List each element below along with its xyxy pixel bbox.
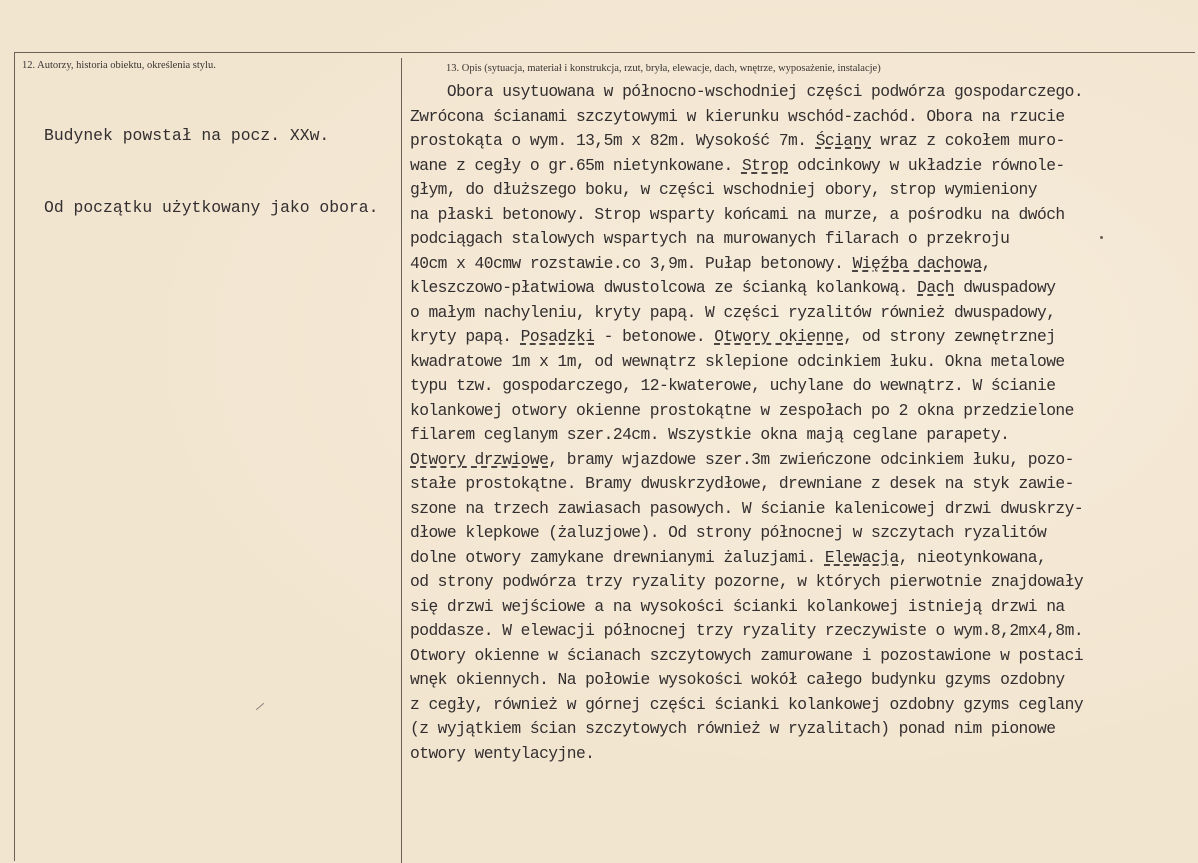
history-line: Od początku użytkowany jako obora. [44,198,379,217]
description-line [410,203,1190,228]
text-run: , od strony zewnętrznej [843,327,1056,346]
text-run: odcinkowy w układzie równole- [788,155,1065,175]
description-line [410,693,1190,718]
description-line [410,595,1190,620]
description-line [410,423,1190,448]
text-run: na płaski betonowy. Strop wsparty końcami na murze, a pośrodku na dwóch [410,204,1065,224]
description-line [410,742,1190,767]
underlined-term: Otwory drzwiowe [410,449,549,469]
description-line [410,570,1190,595]
text-run: wnęk okiennych. Na połowie wysokości wokół całego budynku gzyms ozdobny [410,670,1065,689]
description-line [410,546,1190,571]
history-line: Budynek powstał na pocz. XXw. [44,126,330,145]
description-line [410,521,1190,546]
column-divider [401,58,402,863]
text-run: (z wyjątkiem ścian szczytowych również w ryzalitach) ponad nim pionowe [410,719,1056,738]
text-run: otwory wentylacyjne. [410,743,595,763]
underlined-term: Dach [917,278,955,297]
text-run: podciągach stalowych wspartych na murowanych filarach o przekroju [410,229,1010,248]
description-line [410,154,1190,179]
description-line [410,178,1190,203]
underlined-term: Otwory okienne [714,327,844,346]
text-run: poddasze. W elewacji północnej trzy ryzality rzeczywiste o wym.8,2mx4,8m. [410,621,1084,640]
section-13-heading: 13. Opis (sytuacja, materiał i konstrukcja, rzut, bryła, elewacje, dach, wnętrze, wyposażenie, instalacje) [446,63,881,74]
underlined-term: Więźba dachowa [852,253,982,273]
text-run: - betonowe. [594,327,715,346]
text-run: , [981,253,991,273]
description-line [410,301,1190,326]
text-run: z cegły, również w górnej części ścianki kolankowej ozdobny gzyms ceglany [410,694,1084,714]
description-line [410,252,1190,277]
text-run: dłowe klepkowe (żaluzjowe). Od strony północnej w szczytach ryzalitów [410,523,1047,542]
text-run: głym, do dłuższego boku, w części wschodniej obory, strop wymieniony [410,180,1037,199]
underlined-term: Ściany [815,131,872,150]
description-line [410,717,1190,742]
description-line [410,644,1190,669]
description-line [410,619,1190,644]
authors-history-text [44,76,394,268]
text-run: szone na trzech zawiasach pasowych. W ścianie kalenicowej drzwi dwuskrzy- [410,498,1084,518]
text-run: kleszczowo-płatwiowa dwustolcowa ze ścianką kolankową. [410,278,918,297]
text-run: filarem ceglanym szer.24cm. Wszystkie okna mają ceglane parapety. [410,425,1010,444]
description-line [410,399,1190,424]
description-line [410,227,1190,252]
ink-dot [1100,236,1103,239]
text-run: kwadratowe 1m x 1m, od wewnątrz sklepione odcinkiem łuku. Okna metalowe [410,351,1065,371]
text-run: Obora usytuowana w północno-wschodniej części podwórza gospodarczego. [446,82,1084,101]
underlined-term: Elewacja [824,547,899,567]
text-run: wane z cegły o gr.65m nietynkowane. [410,155,742,175]
description-text [410,80,1190,766]
description-line [410,448,1190,473]
description-line [410,276,1190,301]
description-line [410,129,1190,154]
underlined-term: Strop [741,155,789,175]
text-run: dwuspadowy [954,278,1056,297]
text-run: 40cm x 40cmw rozstawie.co 3,9m. Pułap betonowy. [410,253,853,273]
text-run: stałe prostokątne. Bramy dwuskrzydłowe, drewniane z desek na styk zawie- [410,474,1074,493]
text-run: kryty papą. [410,327,521,346]
text-run: , nieotynkowana, [898,547,1047,567]
text-run: kolankowej otwory okienne prostokątne w zespołach po 2 okna przedzielone [410,400,1074,420]
text-run: dolne otwory zamykane drewnianymi żaluzjami. [410,547,825,567]
description-line [410,497,1190,522]
description-line [410,668,1190,693]
description-line [410,105,1190,130]
text-run: prostokąta o wym. 13,5m x 82m. Wysokość 7m. [410,131,816,150]
text-run: o małym nachyleniu, kryty papą. W części ryzalitów również dwuspadowy, [410,302,1056,322]
section-12-heading: 12. Autorzy, historia obiektu, określenia stylu. [22,60,216,71]
text-run: Otwory okienne w ścianach szczytowych zamurowane i pozostawione w postaci [410,645,1084,665]
text-run: od strony podwórza trzy ryzality pozorne, w których pierwotnie znajdowały [410,572,1084,591]
description-line [410,472,1190,497]
description-line [410,325,1190,350]
text-run: , bramy wjazdowe szer.3m zwieńczone odcinkiem łuku, pozo- [548,449,1074,469]
description-line [410,80,1190,105]
description-line [410,350,1190,375]
text-run: się drzwi wejściowe a na wysokości ścianki kolankowej istnieją drzwi na [410,596,1065,616]
text-run: Zwrócona ścianami szczytowymi w kierunku wschód-zachód. Obora na rzucie [410,106,1065,126]
text-run: typu tzw. gospodarczego, 12-kwaterowe, uchylane do wewnątrz. W ścianie [410,376,1056,395]
description-line [410,374,1190,399]
text-run: wraz z cokołem muro- [871,131,1065,150]
underlined-term: Posadzki [520,327,595,346]
text-run [410,82,447,101]
